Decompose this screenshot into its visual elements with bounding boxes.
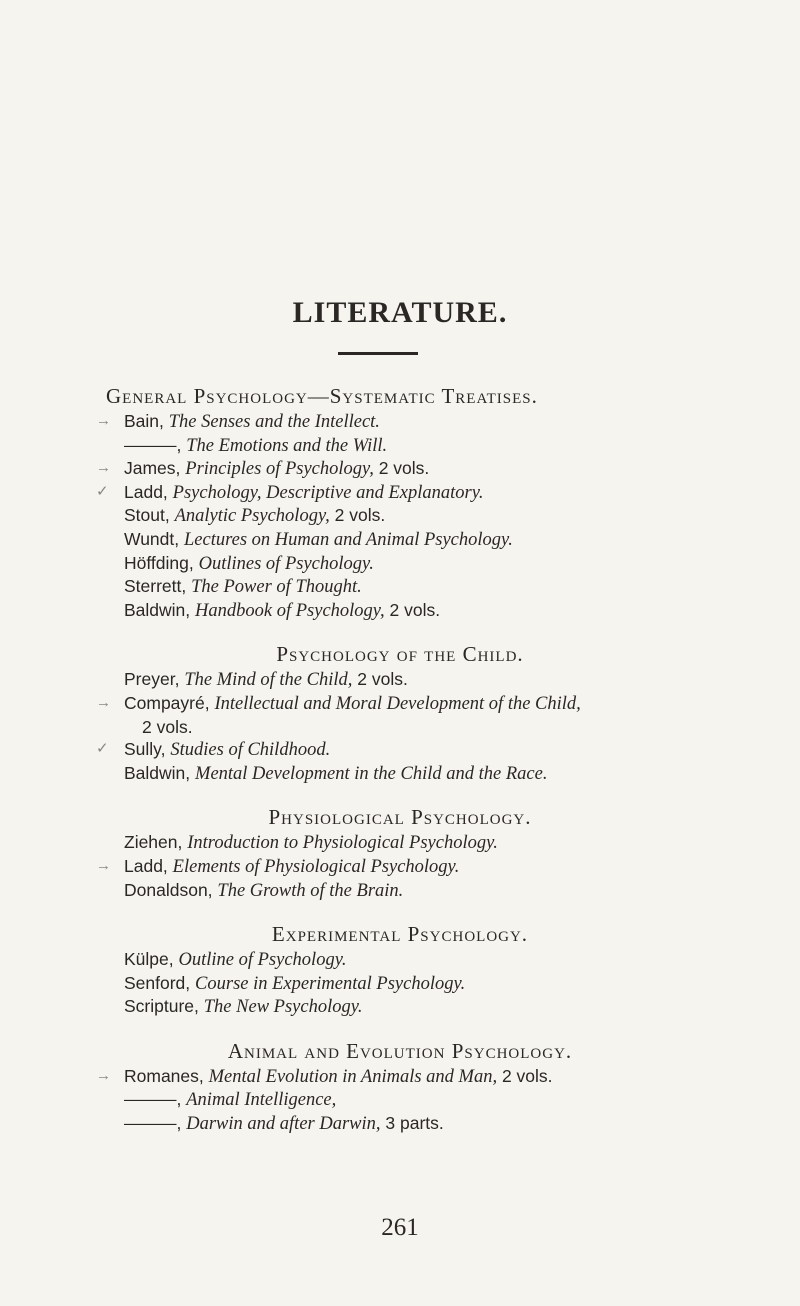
bibliography-entry [100, 972, 700, 996]
entry-volumes: 2 vols. [384, 599, 441, 620]
bibliography-entry [100, 879, 700, 903]
bibliography-entry [96, 738, 700, 762]
entry-author: Ladd, [124, 855, 168, 876]
entry-author: Stout, [124, 505, 170, 526]
entry-author: Bain, [124, 411, 164, 431]
entry-title: Course in Experimental Psychology. [195, 973, 466, 994]
title-rule [338, 352, 418, 355]
bibliography-entry [96, 457, 700, 481]
bibliography-entry [100, 948, 700, 972]
entry-title: Outlines of Psychology. [198, 553, 374, 574]
section-heading: Experimental Psychology. [271, 922, 529, 947]
entry-title: Analytic Psychology, [174, 506, 330, 527]
bibliography-entry [100, 434, 700, 458]
entry-author: James, [124, 458, 181, 479]
entry-author: Külpe, [124, 949, 174, 970]
entry-author: Ziehen, [124, 832, 183, 853]
entry-title: Mental Evolution in Animals and Man, [208, 1066, 498, 1087]
entry-title: Psychology, Descriptive and Explanatory. [172, 482, 484, 503]
entry-volumes: 2 vols. [373, 458, 430, 479]
entry-title: Mental Development in the Child and the Race. [195, 763, 548, 784]
bibliography-entry [100, 762, 700, 786]
entry-author: Senford, [124, 972, 191, 993]
entry-author: Sterrett, [124, 576, 187, 597]
bibliography-entry [100, 831, 700, 855]
entry-volumes: 3 parts. [380, 1113, 444, 1134]
bibliography-entry [100, 668, 700, 692]
entry-title: Handbook of Psychology, [195, 600, 385, 621]
entry-title: Lectures on Human and Animal Psychology. [184, 529, 513, 550]
pencil-arrow-mark: → [96, 1066, 111, 1084]
entry-volumes: 2 vols. [497, 1065, 553, 1086]
entry-volumes: 2 vols. [352, 669, 408, 690]
entry-author: Preyer, [124, 669, 180, 690]
entry-title: Introduction to Physiological Psychology. [187, 833, 498, 854]
entry-author: ———, [124, 1113, 182, 1134]
section-heading: Physiological Psychology. [268, 805, 532, 830]
section [96, 640, 700, 785]
entry-volumes: 2 vols. [142, 716, 193, 737]
section [96, 803, 700, 902]
entry-author: ———, [124, 434, 182, 455]
section-heading: Animal and Evolution Psychology. [227, 1038, 573, 1063]
pencil-tick-mark: ✓ [96, 482, 109, 500]
bibliography-entry [96, 855, 700, 879]
entry-author: Donaldson, [124, 879, 213, 900]
entry-author: Scripture, [124, 996, 199, 1017]
entry-title: Intellectual and Moral Development of the Child, [214, 693, 581, 714]
entry-title: The Growth of the Brain. [217, 880, 404, 901]
entry-author: Ladd, [124, 481, 168, 502]
section-heading: General Psychology—Systematic Treatises. [106, 384, 538, 408]
pencil-arrow-mark: → [96, 856, 111, 874]
page-number: 261 [381, 1214, 419, 1241]
entry-title: Darwin and after Darwin, [186, 1114, 381, 1135]
entry-title: The Mind of the Child, [184, 670, 353, 691]
bibliography-content [96, 382, 700, 1154]
entry-title: Elements of Physiological Psychology. [172, 856, 460, 877]
bibliography-entry [100, 552, 700, 576]
bibliography-entry [100, 504, 700, 528]
entry-author: ———, [124, 1089, 182, 1110]
bibliography-entry [100, 1088, 700, 1112]
entry-author: Romanes, [124, 1065, 204, 1086]
entry-author: Wundt, [124, 528, 180, 549]
pencil-tick-mark: ✓ [96, 740, 109, 758]
section [96, 382, 700, 622]
pencil-arrow-mark: → [96, 693, 111, 711]
entry-title: The Power of Thought. [191, 577, 362, 598]
entry-author: Sully, [124, 739, 166, 760]
entry-author: Compayré, [124, 692, 210, 713]
bibliography-entry [100, 599, 700, 623]
entry-author: Höffding, [124, 552, 194, 573]
entry-title: Animal Intelligence, [186, 1090, 337, 1111]
entry-title: Outline of Psychology. [178, 950, 347, 971]
entry-volumes: 2 vols. [329, 505, 386, 526]
pencil-arrow-mark: → [96, 412, 111, 429]
page-title: LITERATURE. [292, 296, 508, 329]
entry-author: Baldwin, [124, 599, 191, 620]
bibliography-entry [100, 995, 700, 1019]
section [96, 1037, 700, 1136]
bibliography-entry [100, 1112, 700, 1136]
bibliography-entry [96, 481, 700, 505]
section [100, 920, 700, 1019]
bibliography-entry [96, 692, 700, 738]
entry-title: The New Psychology. [203, 997, 363, 1018]
bibliography-entry [100, 528, 700, 552]
pencil-arrow-mark: → [96, 459, 111, 477]
section-heading: Psychology of the Child. [276, 642, 524, 667]
entry-title: Studies of Childhood. [170, 740, 331, 761]
entry-title: The Emotions and the Will. [186, 435, 388, 456]
bibliography-entry [96, 1065, 700, 1089]
entry-title: The Senses and the Intellect. [168, 412, 380, 432]
entry-author: Baldwin, [124, 762, 191, 783]
bibliography-entry [96, 410, 700, 434]
bibliography-entry [100, 575, 700, 599]
entry-title: Principles of Psychology, [185, 459, 374, 480]
